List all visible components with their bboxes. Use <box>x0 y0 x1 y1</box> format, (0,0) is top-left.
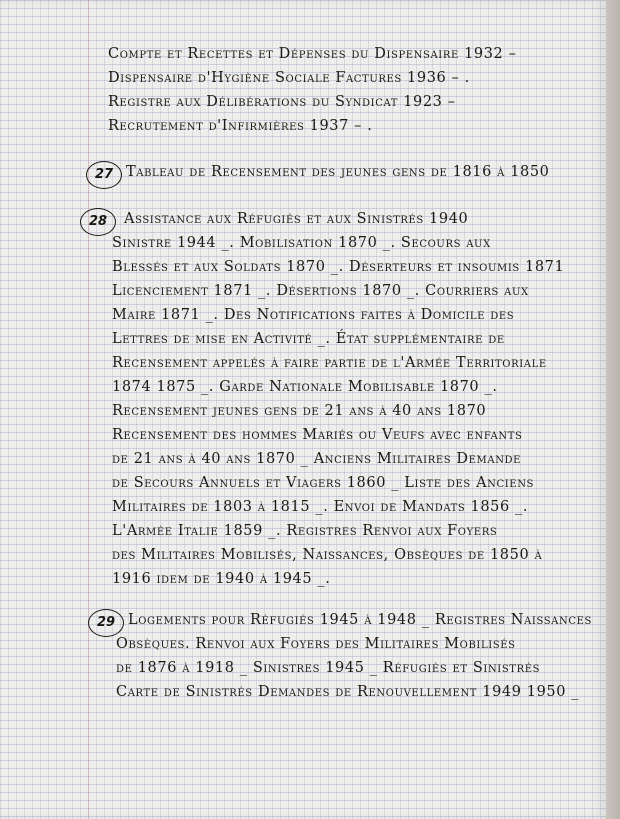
entry-28-line: Sinistre 1944 _. Mobilisation 1870 _. Secours aux <box>112 235 491 251</box>
entry-29-line: Logements pour Réfugiés 1945 à 1948 _ Registres Naissances <box>128 612 592 628</box>
entry-28-line: L'Armée Italie 1859 _. Registres Renvoi aux Foyers <box>112 523 498 539</box>
entry-number-27: 27 <box>86 161 122 189</box>
entry-28-line: Licenciement 1871 _. Désertions 1870 _. Courriers aux <box>112 283 529 299</box>
entry-28-line: Maire 1871 _. Des Notifications faites à Domicile des <box>112 307 515 323</box>
entry-28-line: Recensement des hommes Mariés ou Veufs avec enfants <box>112 427 523 443</box>
entry-28-line: Blessés et aux Soldats 1870 _. Déserteurs et insoumis 1871 <box>112 259 565 275</box>
page-edge <box>606 0 620 819</box>
entry-29-line: Carte de Sinistrés Demandes de Renouvellement 1949 1950 _ <box>116 684 580 700</box>
entry-28-line: des Militaires Mobilisés, Naissances, Obsèques de 1850 à <box>112 547 543 563</box>
entry-28-line: Lettres de mise en Activité _. État supplémentaire de <box>112 331 505 347</box>
entry-28-line: Militaires de 1803 à 1815 _. Envoi de Mandats 1856 _. <box>112 499 529 515</box>
entry-number-29: 29 <box>88 609 124 637</box>
entry-28-line: de Secours Annuels et Viagers 1860 _ Liste des Anciens <box>112 475 535 491</box>
entry-29-line: Obsèques. Renvoi aux Foyers des Militaires Mobilisés <box>116 636 516 652</box>
handwritten-line: Recrutement d'Infirmières 1937 – . <box>108 118 373 134</box>
entry-28-line: Recensement jeunes gens de 21 ans à 40 ans 1870 <box>112 403 487 419</box>
entry-number-28: 28 <box>80 208 116 236</box>
handwritten-line: Registre aux Délibérations du Syndicat 1923 – <box>108 94 456 110</box>
entry-27-line: Tableau de Recensement des jeunes gens de 1816 à 1850 <box>126 164 550 180</box>
entry-28-line: Assistance aux Réfugiés et aux Sinistrés 1940 <box>124 211 469 227</box>
margin-line <box>88 0 89 819</box>
entry-28-line: de 21 ans à 40 ans 1870 _ Anciens Militaires Demande <box>112 451 522 467</box>
entry-28-line: Recensement appelés à faire partie de l'Armée Territoriale <box>112 355 547 371</box>
entry-29-line: de 1876 à 1918 _ Sinistres 1945 _ Réfugiés et Sinistrés <box>116 660 541 676</box>
handwritten-line: Compte et Recettes et Dépenses du Dispensaire 1932 – <box>108 46 517 62</box>
entry-28-line: 1916 idem de 1940 à 1945 _. <box>112 571 331 587</box>
entry-28-line: 1874 1875 _. Garde Nationale Mobilisable 1870 _. <box>112 379 498 395</box>
handwritten-line: Dispensaire d'Hygiène Sociale Factures 1936 – . <box>108 70 470 86</box>
